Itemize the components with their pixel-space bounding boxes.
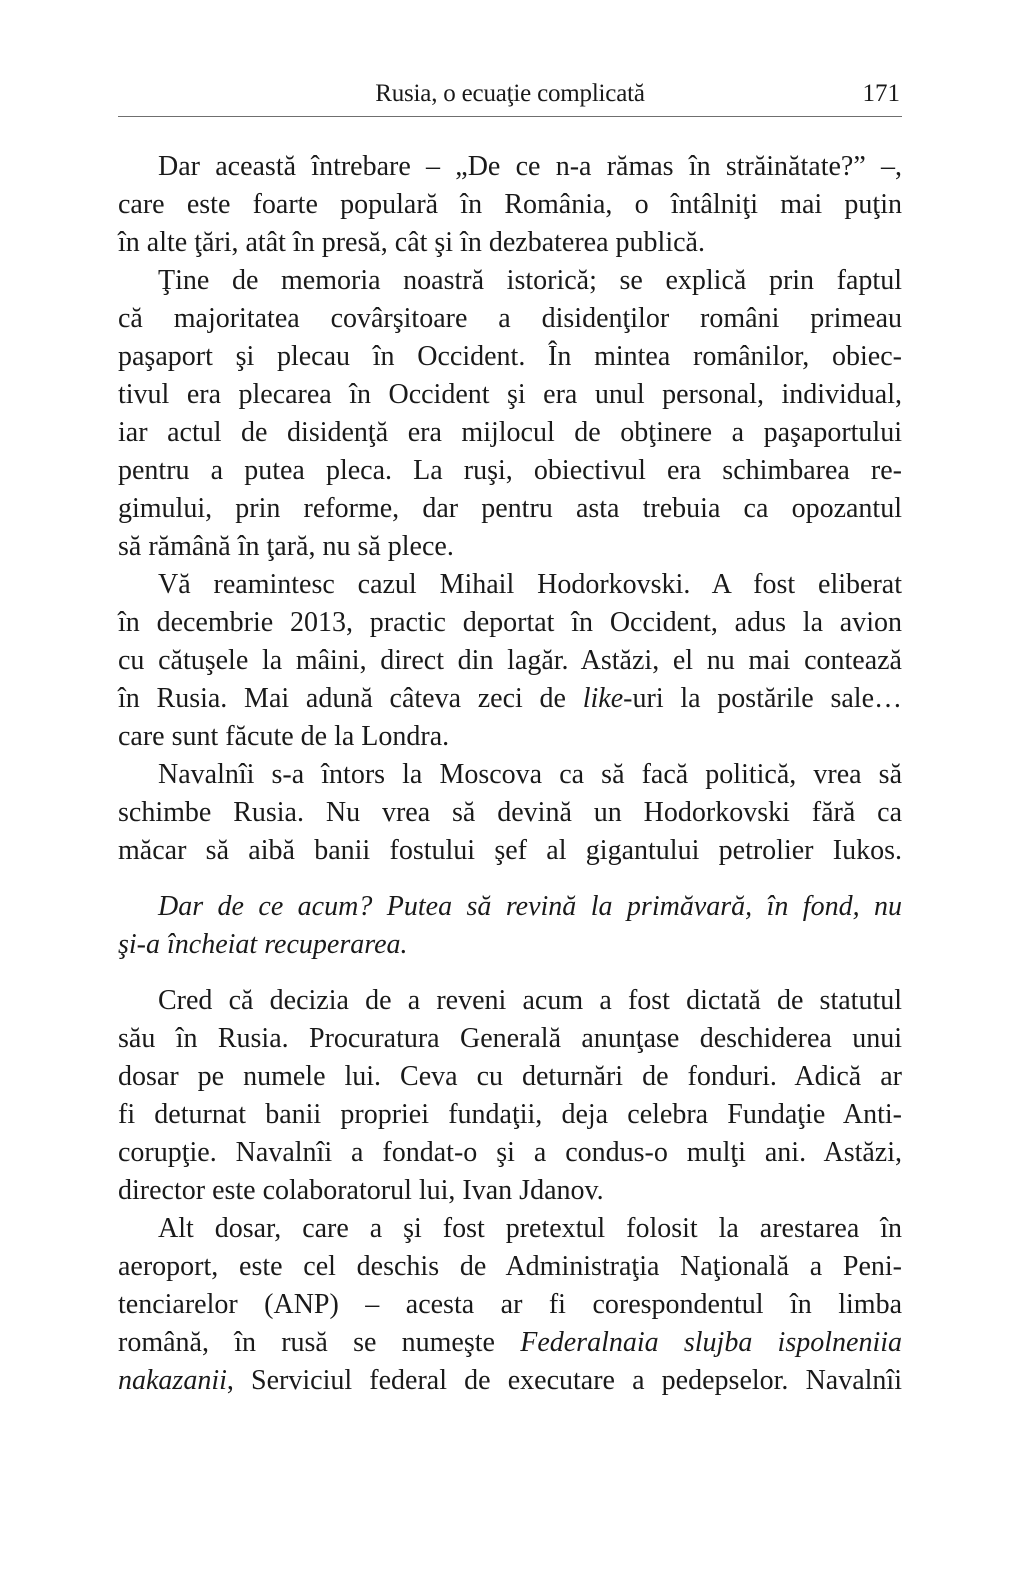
text-line: tivul era plecarea în Occident şi era unul personal, individual, (118, 379, 902, 410)
page-number: 171 (862, 80, 900, 107)
text-line: Dar această întrebare – „De ce n-a rămas în străinătate?” –, (158, 151, 902, 182)
page-body (118, 148, 902, 1400)
text-span: , Serviciul federal de executare a pedepselor. Navalnîi (226, 1365, 902, 1396)
text-line: său în Rusia. Procuratura Generală anunţase deschiderea unui (118, 1023, 902, 1054)
paragraph (118, 756, 902, 870)
text-line: schimbe Rusia. Nu vrea să devină un Hodorkovski fără ca (118, 797, 902, 828)
text-line: director este colaboratorul lui, Ivan Jdanov. (118, 1175, 604, 1206)
header-rule (118, 116, 902, 117)
text-line: pentru a putea pleca. La ruşi, obiectivul era schimbarea re- (118, 455, 902, 486)
text-line: Navalnîi s-a întors la Moscova ca să facă politică, vrea să (158, 759, 902, 790)
text-line: în decembrie 2013, practic deportat în Occident, adus la avion (118, 607, 902, 638)
text-line: paşaport şi plecau în Occident. În mintea românilor, obiec- (118, 341, 902, 372)
text-line (118, 1362, 902, 1400)
text-line: care este foarte populară în România, o întâlniţi mai puţin (118, 189, 902, 220)
text-line: cu cătuşele la mâini, direct din lagăr. Astăzi, el nu mai contează (118, 645, 902, 676)
text-line (118, 1324, 902, 1362)
text-line: Ţine de memoria noastră istorică; se explică prin faptul (158, 265, 902, 296)
emphasis: nakazanii (118, 1365, 227, 1396)
paragraph (118, 1210, 902, 1400)
text-line: fi deturnat banii propriei fundaţii, deja celebra Fundaţie Anti- (118, 1099, 902, 1130)
text-line: dosar pe numele lui. Ceva cu deturnări de fonduri. Adică ar (118, 1061, 902, 1092)
paragraph (118, 262, 902, 566)
text-line: Vă reamintesc cazul Mihail Hodorkovski. A fost eliberat (158, 569, 902, 600)
text-line: măcar să aibă banii fostului şef al gigantului petrolier Iukos. (118, 835, 902, 866)
text-line: şi-a încheiat recuperarea. (118, 929, 408, 960)
text-line: corupţie. Navalnîi a fondat-o şi a condus-o mulţi ani. Astăzi, (118, 1137, 902, 1168)
text-line: iar actul de disidenţă era mijlocul de obţinere a paşaportului (118, 417, 902, 448)
paragraph (118, 566, 902, 756)
text-line: în alte ţări, atât în presă, cât şi în dezbaterea publică. (118, 227, 705, 258)
text-line: că majoritatea covârşitoare a disidenţilor români primeau (118, 303, 902, 334)
spacer (118, 870, 902, 888)
text-span: în Rusia. Mai adună câteva zeci de (118, 683, 583, 714)
paragraph (118, 148, 902, 262)
running-title: Rusia, o ecuaţie complicată (375, 80, 645, 107)
text-line: care sunt făcute de la Londra. (118, 721, 450, 752)
text-span: română, în rusă se numeşte (118, 1327, 521, 1358)
text-line: Cred că decizia de a reveni acum a fost dictată de statutul (158, 985, 902, 1016)
text-span: -uri la postările sale… (623, 683, 902, 714)
text-line (118, 680, 902, 718)
text-line: să rămână în ţară, nu să plece. (118, 531, 454, 562)
text-line: aeroport, este cel deschis de Administraţia Naţională a Peni- (118, 1251, 902, 1282)
emphasis: like (582, 683, 624, 714)
text-line: Alt dosar, care a şi fost pretextul folosit la arestarea în (158, 1213, 902, 1244)
spacer (118, 964, 902, 982)
emphasis: Federalnaia slujba ispolneniia (520, 1327, 903, 1358)
paragraph (118, 982, 902, 1210)
interview-question (118, 888, 902, 964)
running-header (118, 76, 902, 116)
text-line: Dar de ce acum? Putea să revină la primăvară, în fond, nu (158, 891, 902, 922)
text-line: tenciarelor (ANP) – acesta ar fi corespondentul în limba (118, 1289, 902, 1320)
text-line: gimului, prin reforme, dar pentru asta trebuia ca opozantul (118, 493, 902, 524)
